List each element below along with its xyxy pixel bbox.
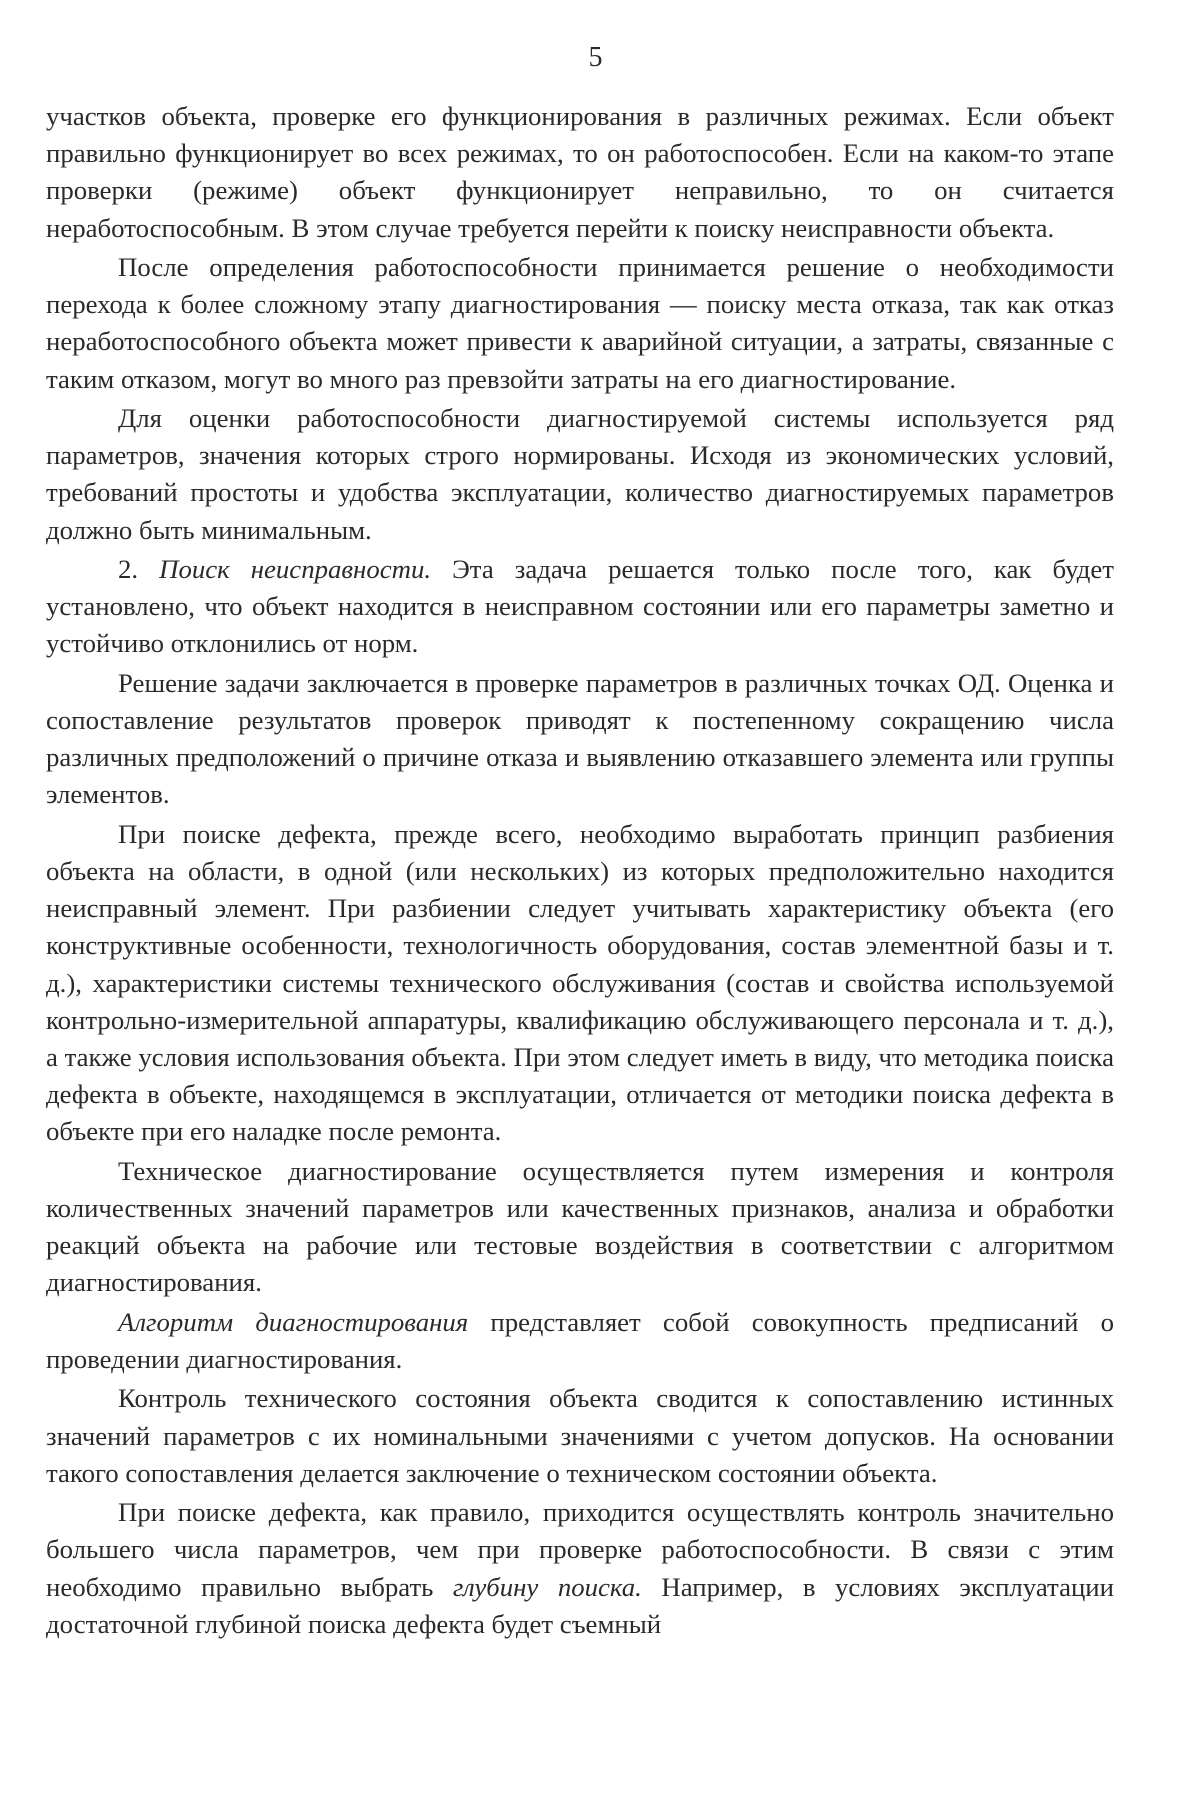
- paragraph-7: [46, 1153, 1114, 1302]
- paragraph-10: [46, 1494, 1114, 1643]
- paragraph-2: [46, 249, 1114, 398]
- paragraph-4-text: Эта задача решается только после того, как будет установлено, что объект находится в неисправном состоянии или его параметры заметно и устойчиво отклонились от норм.: [46, 554, 1115, 659]
- paragraph-10-text-b: Например, в условиях эксплуатации достаточной глубиной поиска дефекта будет съемный: [46, 1571, 1114, 1639]
- term-italic-depth: глубину поиска.: [452, 1571, 642, 1602]
- paragraph-6: [46, 816, 1114, 1151]
- paragraph-7-text: Техническое диагностирование осуществляется путем измерения и контроля количественных значений параметров или качественных признаков, анализа и обработки реакций объекта на рабочие или тестовые воздействия в соответствии с алгоритмом диагностирования.: [46, 1155, 1114, 1298]
- section-heading-italic: Поиск неисправности.: [159, 554, 432, 584]
- page-number: 5: [588, 42, 603, 73]
- paragraph-1: [46, 98, 1114, 247]
- paragraph-9: [46, 1380, 1114, 1492]
- paragraph-5-text: Решение задачи заключается в проверке параметров в различных точках ОД. Оценка и сопоставление результатов проверок приводят к постепенному сокращению числа различных предположений о причине отказа и выявлению отказавшего элемента или группы элементов.: [46, 667, 1114, 810]
- paragraph-8: [46, 1304, 1114, 1378]
- paragraph-4: [46, 551, 1114, 663]
- paragraph-1-text: участков объекта, проверке его функционирования в различных режимах. Если объект правильно функционирует во всех режимах, то он работоспособен. Если на каком-то этапе проверки (режиме) объект функционирует неправильно, то он считается неработоспособным. В этом случае требуется перейти к поиску неисправности объекта.: [46, 101, 1114, 243]
- paragraph-10-text-a: При поиске дефекта, как правило, приходится осуществлять контроль значительно большего числа параметров, чем при проверке работоспособности. В связи с этим необходимо правильно выбрать: [46, 1497, 1114, 1602]
- paragraph-3-text: Для оценки работоспособности диагностируемой системы используется ряд параметров, значения которых строго нормированы. Исходя из экономических условий, требований простоты и удобства эксплуатации, количество диагностируемых параметров должно быть минимальным.: [46, 403, 1114, 545]
- term-italic: Алгоритм диагностирования: [118, 1306, 469, 1337]
- paragraph-5: [46, 665, 1114, 814]
- body-text: [46, 98, 1114, 1645]
- section-number: 2.: [118, 554, 160, 584]
- paragraph-6-text: При поиске дефекта, прежде всего, необходимо выработать принцип разбиения объекта на области, в одной (или нескольких) из которых предположительно находится неисправный элемент. При разбиении следует учитывать характеристику объекта (его конструктивные особенности, технологичность оборудования, состав элементной базы и т. д.), характеристики системы технического обслуживания (состав и свойства используемой контрольно-измерительной аппаратуры, квалификацию обслуживающего персонала и т. д.), а также условия использования объекта. При этом следует иметь в виду, что методика поиска дефекта в объекте, находящемся в эксплуатации, отличается от методики поиска дефекта в объекте при его наладке после ремонта.: [46, 818, 1114, 1147]
- paragraph-2-text: После определения работоспособности принимается решение о необходимости перехода к более сложному этапу диагностирования — поиску места отказа, так как отказ неработоспособного объекта может привести к аварийной ситуации, а затраты, связанные с таким отказом, могут во много раз превзойти затраты на его диагностирование.: [46, 252, 1114, 394]
- paragraph-3: [46, 400, 1114, 549]
- paragraph-8-text: представляет собой совокупность предписаний о проведении диагностирования.: [46, 1306, 1114, 1375]
- paragraph-9-text: Контроль технического состояния объекта сводится к сопоставлению истинных значений параметров с их номинальными значениями с учетом допусков. На основании такого сопоставления делается заключение о техническом состоянии объекта.: [46, 1383, 1114, 1488]
